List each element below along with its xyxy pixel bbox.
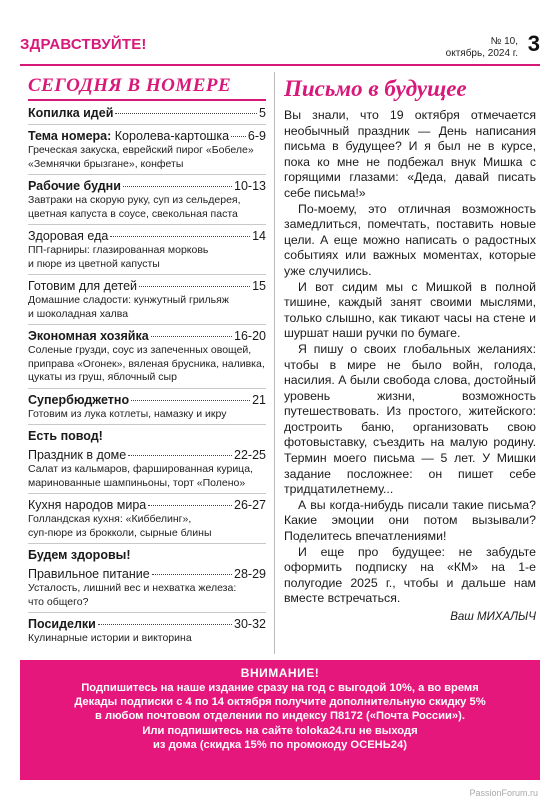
toc-entry-page: 6-9 [247, 129, 266, 143]
banner-line: Подпишитесь на наше издание сразу на год с выгодой 10%, а во время [81, 682, 479, 694]
toc-entry [28, 228, 266, 244]
toc-entry-page: 28-29 [234, 567, 266, 581]
table-of-contents [28, 74, 266, 646]
toc-entry-title: Супербюджетно [28, 392, 130, 407]
toc-entry-page: 26-27 [234, 498, 266, 512]
toc-entry-title: Праздник в доме [28, 448, 127, 462]
banner-line: Декады подписки с 4 по 14 октября получите дополнительную скидку 5% [74, 696, 486, 709]
toc-entry-desc: Домашние сладости: кунжутный грильяж [28, 294, 229, 306]
letter-body [284, 108, 536, 607]
toc-leader [139, 286, 250, 287]
toc-entry-title: Посиделки [28, 617, 96, 631]
letter-paragraph: А вы когда-нибудь писали такие письма? Какие эмоции они потом вызывали? Поделитесь впечатлениями! [284, 497, 536, 544]
toc-leader [98, 624, 232, 625]
toc-entry [28, 616, 266, 632]
contents-title: СЕГОДНЯ В НОМЕРЕ [28, 75, 232, 96]
letter-signature: Ваш МИХАЛЫЧ [450, 611, 536, 623]
issue-number: № 10, [490, 36, 518, 47]
toc-entry-title: Экономная хозяйка [28, 329, 149, 343]
toc-entry [28, 328, 266, 344]
letter-title: Письмо в будущее [284, 76, 467, 101]
toc-entry-desc: маринованные шампиньоны, торт «Полено» [28, 476, 246, 489]
toc-entry-title: Правильное питание [28, 567, 150, 581]
toc-leader [151, 336, 232, 337]
toc-entry-desc: «Земнячки брызгане», конфеты [28, 157, 184, 170]
toc-entry-desc: и шоколадная халва [28, 307, 129, 320]
toc-separator [28, 493, 266, 494]
letter-paragraph: И еще про будущее: не забудьте оформить подписку на «КМ» на 1-е полугодие 2025 г., чтобы и дальше нам вместе встречаться. [284, 544, 536, 606]
toc-entry-title: Копилка идей [28, 106, 114, 120]
toc-entry-title [28, 128, 229, 144]
section-greeting: ЗДРАВСТВУЙТЕ! [20, 36, 147, 53]
toc-separator [28, 543, 266, 544]
banner-line: Или подпишитесь на сайте toloka24.ru не выходя [142, 724, 418, 737]
toc-separator [28, 612, 266, 613]
toc-entry-title: Готовим для детей [28, 279, 138, 293]
toc-separator [28, 274, 266, 275]
toc-entry [28, 447, 266, 463]
toc-entry-title: Кухня народов мира [28, 498, 147, 512]
letter-paragraph: Вы знали, что 19 октября отмечается необычный праздник — День написания письма в будущее? И я был не в курсе, пока ко мне не подбежал внук Мишка с горящими глазами: «Деда, давай писать себе письма!» [284, 108, 536, 200]
editorial-letter [284, 74, 536, 623]
toc-entry [28, 392, 266, 408]
toc-entry [28, 128, 266, 144]
banner-line: из дома (скидка 15% по промокоду ОСЕНЬ24) [153, 738, 407, 751]
toc-entry [28, 566, 266, 582]
toc-entry-desc: Кулинарные истории и викторина [28, 632, 192, 644]
subscription-banner [20, 660, 540, 780]
toc-entry-desc: Соленые грузди, соус из запеченных овощей, [28, 344, 252, 356]
banner-line: в любом почтовом отделении по индексу П8172 («Почта России»). [95, 710, 465, 723]
toc-entry-page: 22-25 [234, 448, 266, 462]
toc-entry [28, 497, 266, 513]
toc-entry-page: 10-13 [234, 179, 266, 193]
toc-section-heading: Будем здоровы! [28, 548, 131, 562]
toc-entry-desc: цукаты из груш, яблочный сыр [28, 371, 177, 383]
toc-separator [28, 324, 266, 325]
toc-leader [110, 236, 250, 237]
site-watermark: PassionForum.ru [469, 788, 538, 798]
banner-title: ВНИМАНИЕ! [240, 666, 320, 680]
toc-leader [131, 400, 250, 401]
toc-entry-desc: и пюре из цветной капусты [28, 257, 160, 270]
toc-entry-page: 14 [252, 229, 266, 243]
toc-entry-desc: суп-пюре из брокколи, сырные блины [28, 526, 212, 539]
letter-paragraph: По-моему, это отличная возможность замедлиться, помечтать, поставить новые цели. А еще можно написать о радостных событиях или важных моментах, которые уже случились. [284, 201, 536, 278]
page-number: 3 [527, 31, 540, 56]
toc-entry-desc: что общего? [28, 595, 89, 608]
toc-separator [28, 424, 266, 425]
toc-entry-desc: Салат из кальмаров, фаршированная курица, [28, 463, 253, 475]
header-divider [20, 64, 540, 66]
toc-leader [148, 505, 232, 506]
toc-leader [123, 186, 232, 187]
letter-paragraph: И вот сидим мы с Мишкой в полной тишине, каждый занят своими мыслями, только слышно, как тикают часы на стене и шуршат наши ручки по бумаге. [284, 279, 536, 341]
toc-separator [28, 224, 266, 225]
toc-separator [28, 174, 266, 175]
toc-entry-desc: Усталость, лишний вес и нехватка железа: [28, 582, 237, 594]
toc-entry-title: Рабочие будни [28, 179, 121, 193]
toc-entry-page: 15 [252, 279, 266, 293]
toc-leader [115, 113, 257, 114]
toc-entry-desc: Завтраки на скорую руку, суп из сельдерея, [28, 194, 241, 206]
toc-section-heading: Есть повод! [28, 429, 103, 443]
column-divider [274, 72, 275, 654]
toc-leader [128, 455, 232, 456]
letter-paragraph: Я пишу о своих глобальных желаниях: чтобы в мире не было войн, голода, насилия. А были свобода слова, достойный уровень жизни, возможность путешествовать. Из простого, житейского: достроить баню, организовать свою фотовыставку, съездить на малую родину. Термин моего письма — 5 лет. У Мишки задание посложнее: он пишет себе тридцатилетнему... [284, 341, 536, 497]
contents-title-rule [28, 99, 266, 101]
toc-entry [28, 105, 266, 121]
toc-entry [28, 278, 266, 294]
issue-info [446, 36, 518, 60]
toc-entry-title-bold: Тема номера: [28, 129, 112, 143]
toc-separator [28, 388, 266, 389]
toc-entry-desc: Готовим из лука котлеты, намазку и икру [28, 407, 227, 420]
issue-date: октябрь, 2024 г. [445, 48, 518, 59]
toc-leader [152, 574, 232, 575]
toc-entry-desc: приправа «Огонек», вяленая брусника, наливка, [28, 357, 265, 370]
toc-entry-desc: цветная капуста в соусе, свекольная паста [28, 207, 238, 220]
toc-entry-page: 5 [259, 106, 266, 120]
toc-entry-desc: Голландская кухня: «Киббелинг», [28, 513, 192, 525]
toc-entry-desc: Греческая закуска, еврейский пирог «Бобеле» [28, 144, 254, 156]
toc-entry-page: 16-20 [234, 329, 266, 343]
toc-leader [231, 136, 246, 137]
toc-entry-page: 21 [252, 392, 266, 407]
page-header [20, 28, 540, 62]
toc-separator [28, 124, 266, 125]
toc-entry-desc: ПП-гарниры: глазированная морковь [28, 244, 209, 256]
toc-entry-page: 30-32 [234, 617, 266, 631]
toc-entry-title: Здоровая еда [28, 229, 109, 243]
toc-entry-title-rest: Королева-картошка [114, 129, 230, 143]
toc-entry [28, 178, 266, 194]
